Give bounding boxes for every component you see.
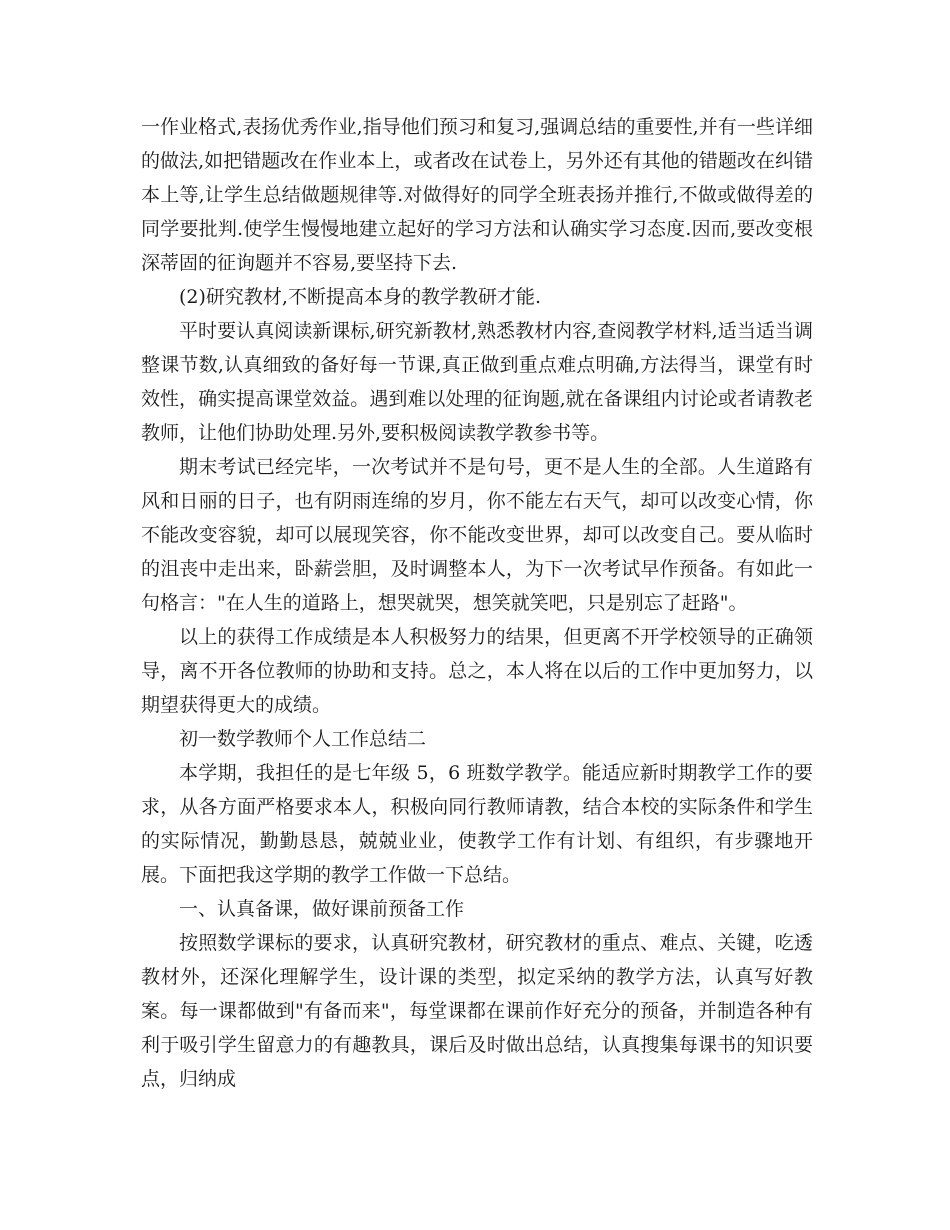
paragraph-lesson-prep: 按照数学课标的要求，认真研究教材，研究教材的重点、难点、关键，吃透教材外，还深化理解学生，设计课的类型，拟定采纳的教学方法，认真写好教案。每一课都做到"有备而来"，每堂课都在课前作好充分的预备，并制造各种有利于吸引学生留意力的有趣教具，课后及时做出总结，认真搜集每课书的知识要点，归纳成 (141, 932, 813, 1090)
heading-summary-two: 初一数学教师个人工作总结二 (179, 728, 427, 750)
heading-section-one: 一、认真备课，做好课前预备工作 (179, 898, 465, 920)
paragraph-textbook-study: 平时要认真阅读新课标,研究新教材,熟悉教材内容,查阅教学材料,适当适当调整课节数,认真细致的备好每一节课,真正做到重点难点明确,方法得当，课堂有时效性，确实提高课堂效益。遇到难以处理的征询题,就在备课组内讨论或者请教老教师，让他们协助处理.另外,要积极阅读教学教参书等。 (141, 320, 813, 444)
document-page (141, 110, 813, 1096)
paragraph-continued: 一作业格式,表扬优秀作业,指导他们预习和复习,强调总结的重要性,并有一些详细的做法,如把错题改在作业本上，或者改在试卷上，另外还有其他的错题改在纠错本上等,让学生总结做题规律等.对做得好的同学全班表扬并推行,不做或做得差的同学要批判.使学生慢慢地建立起好的学习方法和认确实学习态度.因而,要改变根深蒂固的征询题并不容易,要坚持下去. (141, 116, 813, 274)
paragraph-conclusion: 以上的获得工作成绩是本人积极努力的结果，但更离不开学校领导的正确领导，离不开各位教师的协助和支持。总之，本人将在以后的工作中更加努力，以期望获得更大的成绩。 (141, 626, 813, 716)
paragraph-final-exam: 期末考试已经完毕，一次考试并不是句号，更不是人生的全部。人生道路有风和日丽的日子，也有阴雨连绵的岁月，你不能左右天气，却可以改变心情，你不能改变容貌，却可以展现笑容，你不能改变世界，却可以改变自己。要从临时的沮丧中走出来，卧薪尝胆，及时调整本人，为下一次考试早作预备。有如此一句格言："在人生的道路上，想哭就哭，想笑就笑吧，只是别忘了赶路"。 (141, 456, 813, 614)
paragraph-section-2-title: (2)研究教材,不断提高本身的教学教研才能. (179, 286, 541, 308)
paragraph-semester-intro: 本学期，我担任的是七年级 5，6 班数学教学。能适应新时期教学工作的要求，从各方面严格要求本人，积极向同行教师请教，结合本校的实际条件和学生的实际情况，勤勤恳恳，兢兢业业，使教学工作有计划、有组织，有步骤地开展。下面把我这学期的教学工作做一下总结。 (141, 762, 813, 886)
